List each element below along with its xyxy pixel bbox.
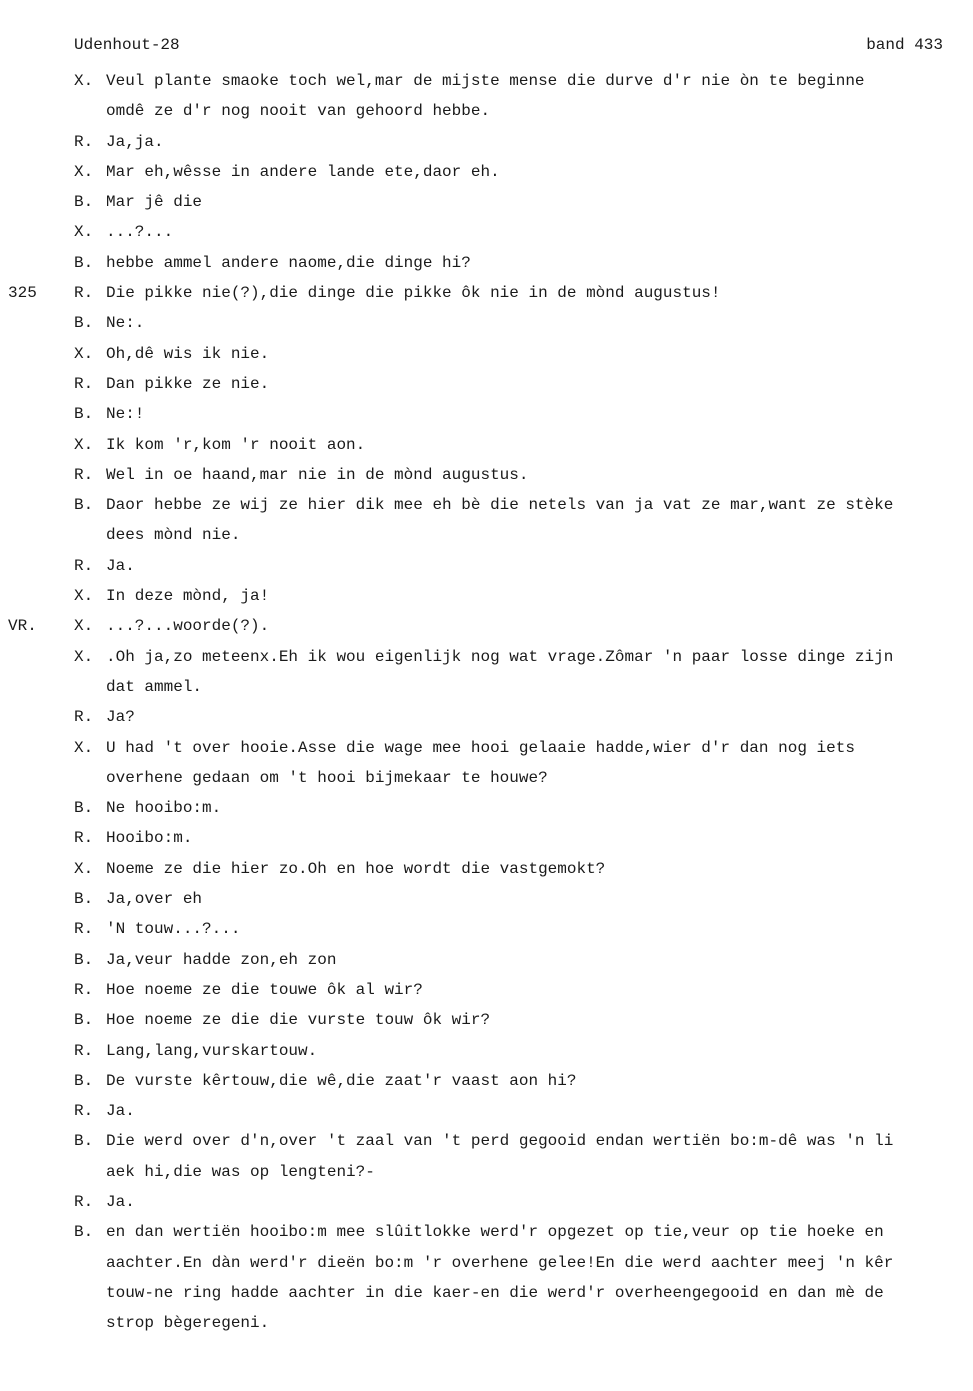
- speaker-label: R.: [74, 980, 94, 999]
- continuation-line: [0, 1248, 973, 1278]
- speaker-turn: [0, 1096, 973, 1126]
- speaker-label: B.: [74, 1132, 94, 1151]
- speaker-label: B.: [74, 1071, 94, 1090]
- utterance-text: ...?...: [106, 223, 174, 242]
- utterance-text: strop bègeregeni.: [106, 1314, 270, 1333]
- utterance-text: dat ammel.: [106, 677, 203, 696]
- speaker-turn: [0, 248, 973, 278]
- utterance-text: Ne hooibo:m.: [106, 799, 222, 818]
- utterance-text: Ja.: [106, 556, 135, 575]
- utterance-text: U had 't over hooie.Asse die wage mee hooi gelaaie hadde,wier d'r dan nog iets: [106, 738, 855, 757]
- speaker-label: R.: [74, 1192, 94, 1211]
- speaker-turn: [0, 823, 973, 853]
- tape-number: band 433: [866, 36, 943, 54]
- speaker-label: B.: [74, 799, 94, 818]
- speaker-label: B.: [74, 253, 94, 272]
- utterance-text: Oh,dê wis ik nie.: [106, 344, 270, 363]
- utterance-text: Ne:.: [106, 314, 145, 333]
- utterance-text: Die werd over d'n,over 't zaal van 't perd gegooid endan wertiën bo:m-dê was 'n li: [106, 1132, 894, 1151]
- utterance-text: overhene gedaan om 't hooi bijmekaar te houwe?: [106, 768, 548, 787]
- utterance-text: Ja,ja.: [106, 132, 164, 151]
- speaker-turn: [0, 1187, 973, 1217]
- speaker-label: X.: [74, 344, 94, 363]
- utterance-text: Wel in oe haand,mar nie in de mònd augustus.: [106, 465, 529, 484]
- speaker-turn: [0, 702, 973, 732]
- speaker-label: B.: [74, 314, 94, 333]
- speaker-turn: [0, 308, 973, 338]
- speaker-turn: [0, 430, 973, 460]
- utterance-text: Ja.: [106, 1102, 135, 1121]
- speaker-label: R.: [74, 829, 94, 848]
- speaker-turn: [0, 339, 973, 369]
- speaker-label: R.: [74, 284, 94, 303]
- transcript-body: [0, 66, 973, 1338]
- speaker-label: R.: [74, 465, 94, 484]
- speaker-label: R.: [74, 708, 94, 727]
- speaker-label: X.: [74, 647, 94, 666]
- speaker-turn: [0, 369, 973, 399]
- speaker-turn: [0, 278, 973, 308]
- speaker-label: X.: [74, 738, 94, 757]
- speaker-turn: [0, 733, 973, 763]
- utterance-text: en dan wertiën hooibo:m mee slûitlokke werd'r opgezet op tie,veur op tie hoeke en: [106, 1223, 884, 1242]
- speaker-turn: [0, 551, 973, 581]
- utterance-text: aachter.En dàn werd'r dieën bo:m 'r overhene gelee!En die werd aachter meej 'n kêr: [106, 1253, 894, 1272]
- utterance-text: Ja,over eh: [106, 890, 203, 909]
- utterance-text: De vurste kêrtouw,die wê,die zaat'r vaast aon hi?: [106, 1071, 577, 1090]
- speaker-turn: [0, 460, 973, 490]
- utterance-text: Hoe noeme ze die touwe ôk al wir?: [106, 980, 423, 999]
- utterance-text: 'N touw...?...: [106, 920, 241, 939]
- speaker-label: B.: [74, 405, 94, 424]
- speaker-turn: [0, 642, 973, 672]
- speaker-label: X.: [74, 859, 94, 878]
- utterance-text: In deze mònd, ja!: [106, 587, 270, 606]
- speaker-label: B.: [74, 1011, 94, 1030]
- speaker-turn: [0, 884, 973, 914]
- continuation-line: [0, 1157, 973, 1187]
- utterance-text: Dan pikke ze nie.: [106, 374, 270, 393]
- speaker-label: R.: [74, 1102, 94, 1121]
- speaker-label: X.: [74, 223, 94, 242]
- speaker-label: B.: [74, 1223, 94, 1242]
- speaker-turn: [0, 975, 973, 1005]
- speaker-label: R.: [74, 920, 94, 939]
- speaker-label: R.: [74, 132, 94, 151]
- speaker-turn: [0, 1036, 973, 1066]
- utterance-text: Hooibo:m.: [106, 829, 193, 848]
- location-code: Udenhout-28: [74, 36, 180, 54]
- continuation-line: [0, 1278, 973, 1308]
- speaker-label: X.: [74, 435, 94, 454]
- speaker-label: B.: [74, 193, 94, 212]
- speaker-turn: [0, 66, 973, 96]
- speaker-turn: [0, 1126, 973, 1156]
- continuation-line: [0, 672, 973, 702]
- speaker-label: X.: [74, 72, 94, 90]
- utterance-text: aek hi,die was op lengteni?-: [106, 1162, 375, 1181]
- utterance-text: ...?...woorde(?).: [106, 617, 270, 636]
- speaker-label: B.: [74, 496, 94, 515]
- speaker-turn: [0, 399, 973, 429]
- utterance-text: touw-ne ring hadde aachter in die kaer-en die werd'r overheengegooid en dan mè de: [106, 1283, 884, 1302]
- speaker-turn: [0, 854, 973, 884]
- utterance-text: Mar eh,wêsse in andere lande ete,daor eh.: [106, 162, 500, 181]
- speaker-label: R.: [74, 374, 94, 393]
- utterance-text: hebbe ammel andere naome,die dinge hi?: [106, 253, 471, 272]
- utterance-text: .Oh ja,zo meteenx.Eh ik wou eigenlijk nog wat vrage.Zômar 'n paar losse dinge zijn: [106, 647, 894, 666]
- speaker-label: B.: [74, 950, 94, 969]
- utterance-text: Daor hebbe ze wij ze hier dik mee eh bè die netels van ja vat ze mar,want ze stèke: [106, 496, 894, 515]
- speaker-label: X.: [74, 617, 94, 636]
- speaker-turn: [0, 611, 973, 641]
- utterance-text: Veul plante smaoke toch wel,mar de mijste mense die durve d'r nie òn te beginne: [106, 72, 865, 90]
- utterance-text: Mar jê die: [106, 193, 203, 212]
- speaker-turn: [0, 793, 973, 823]
- speaker-label: R.: [74, 1041, 94, 1060]
- continuation-line: [0, 520, 973, 550]
- utterance-text: dees mònd nie.: [106, 526, 241, 545]
- speaker-label: B.: [74, 890, 94, 909]
- utterance-text: Ja.: [106, 1192, 135, 1211]
- margin-note: VR.: [8, 617, 37, 636]
- margin-note: 325: [8, 284, 37, 303]
- utterance-text: Lang,lang,vurskartouw.: [106, 1041, 318, 1060]
- utterance-text: Noeme ze die hier zo.Oh en hoe wordt die vastgemokt?: [106, 859, 606, 878]
- speaker-turn: [0, 490, 973, 520]
- speaker-label: X.: [74, 162, 94, 181]
- speaker-label: R.: [74, 556, 94, 575]
- utterance-text: Hoe noeme ze die die vurste touw ôk wir?: [106, 1011, 491, 1030]
- continuation-line: [0, 1308, 973, 1338]
- utterance-text: Ik kom 'r,kom 'r nooit aon.: [106, 435, 366, 454]
- utterance-text: Die pikke nie(?),die dinge die pikke ôk nie in de mònd augustus!: [106, 284, 721, 303]
- speaker-turn: [0, 1066, 973, 1096]
- speaker-turn: [0, 217, 973, 247]
- continuation-line: [0, 763, 973, 793]
- utterance-text: Ne:!: [106, 405, 145, 424]
- speaker-turn: [0, 157, 973, 187]
- speaker-label: X.: [74, 587, 94, 606]
- speaker-turn: [0, 1005, 973, 1035]
- utterance-text: omdê ze d'r nog nooit van gehoord hebbe.: [106, 102, 491, 121]
- speaker-turn: [0, 127, 973, 157]
- speaker-turn: [0, 187, 973, 217]
- utterance-text: Ja,veur hadde zon,eh zon: [106, 950, 337, 969]
- utterance-text: Ja?: [106, 708, 135, 727]
- speaker-turn: [0, 1217, 973, 1247]
- speaker-turn: [0, 914, 973, 944]
- continuation-line: [0, 96, 973, 126]
- speaker-turn: [0, 945, 973, 975]
- speaker-turn: [0, 581, 973, 611]
